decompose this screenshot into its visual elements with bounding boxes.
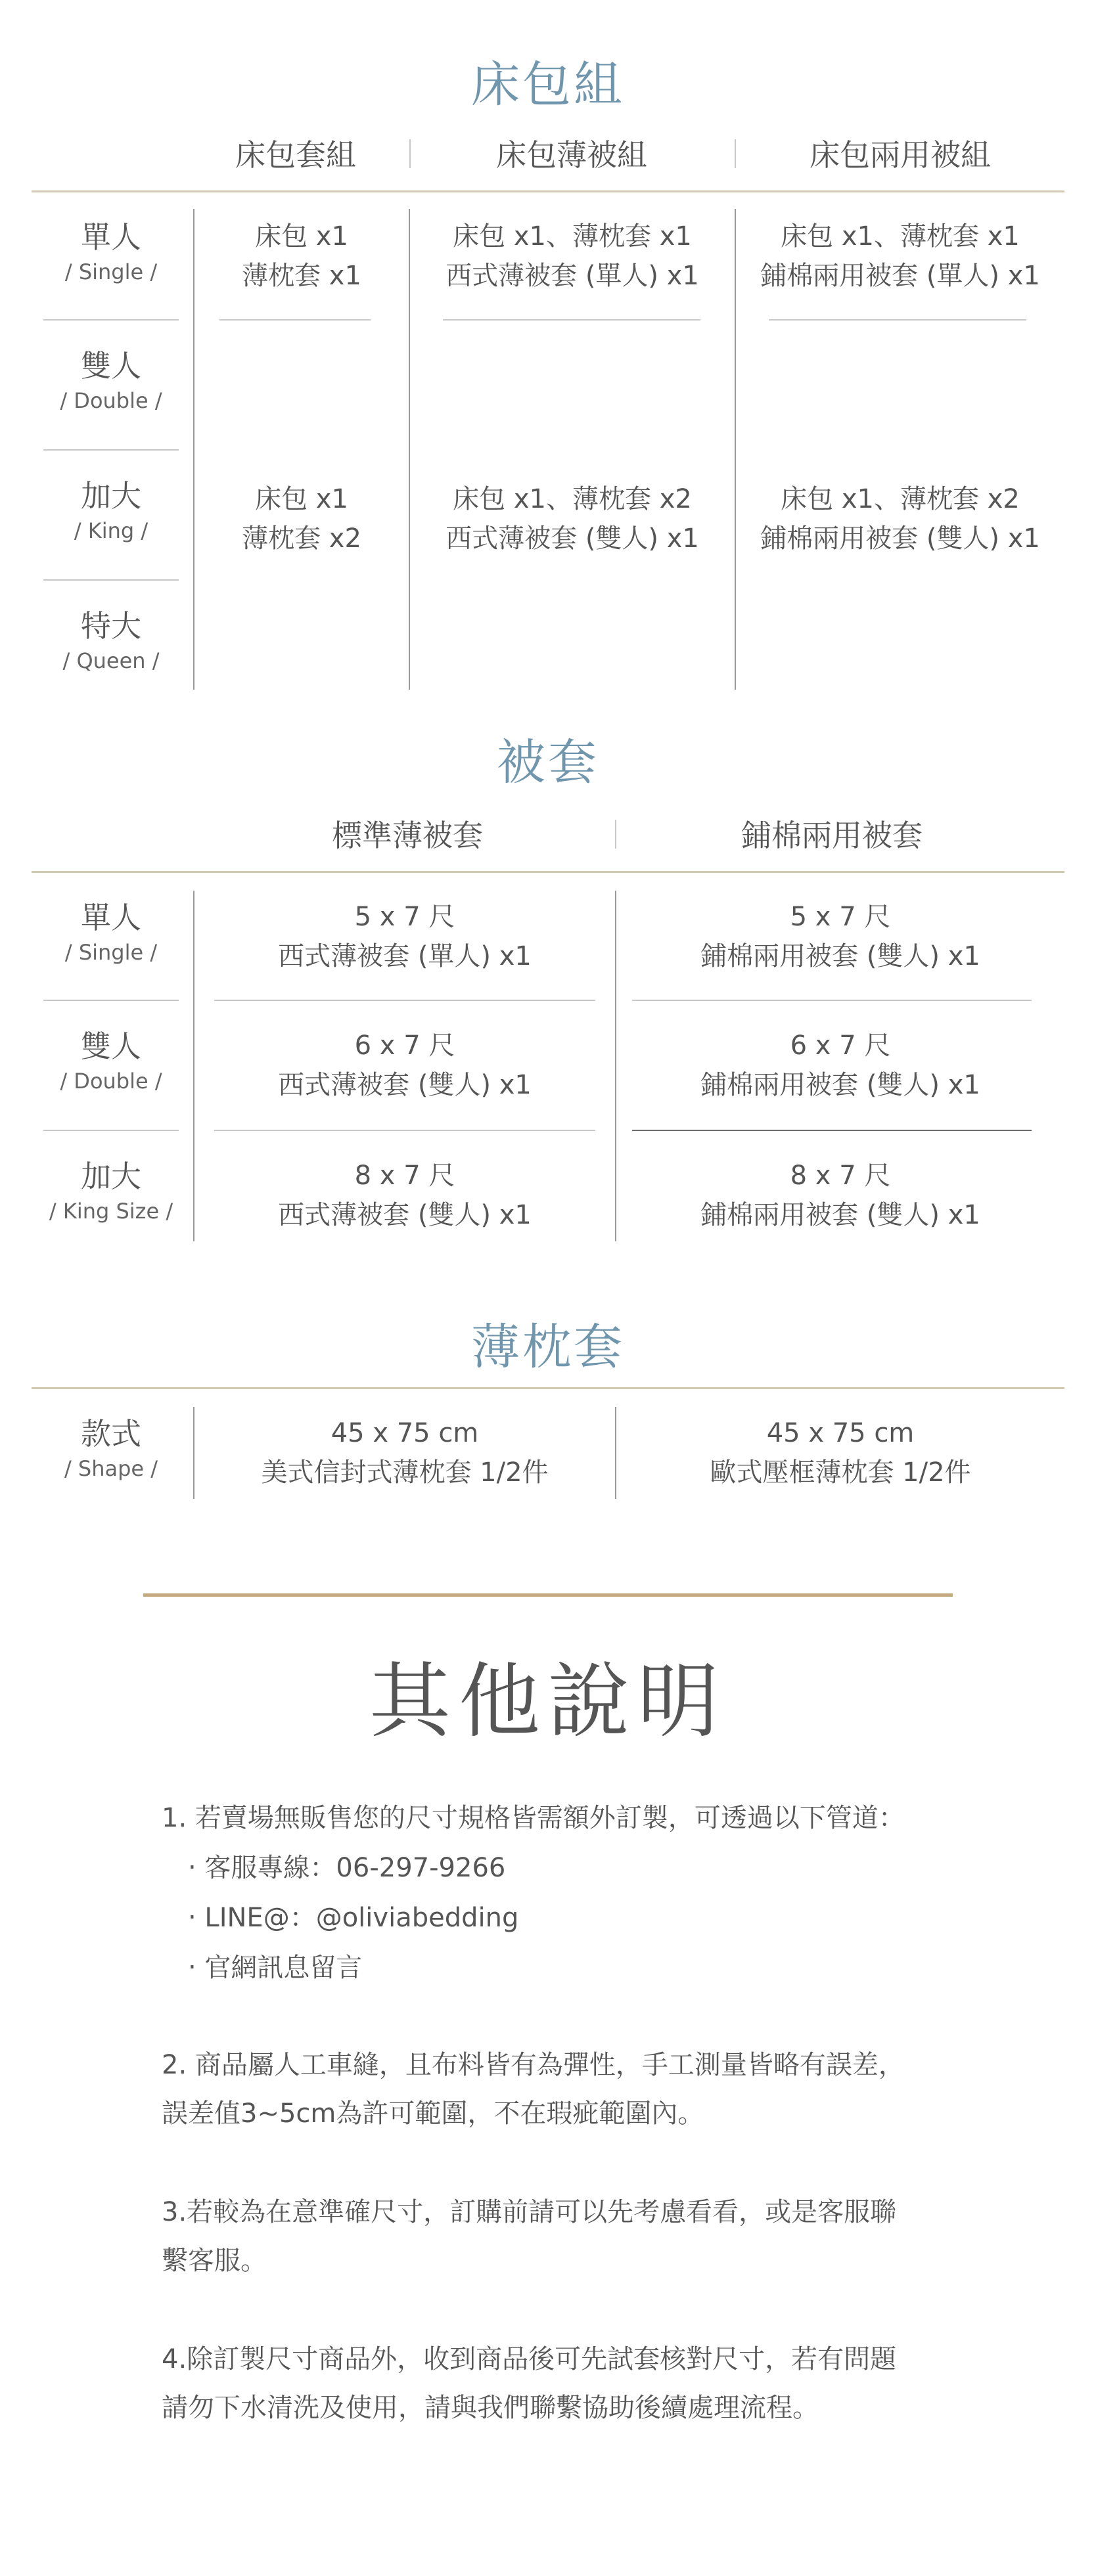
row-label-double: [43, 1026, 179, 1096]
cell-line: 床包 x1、薄枕套 x1: [781, 221, 1020, 252]
row-label-single: [43, 217, 179, 286]
row-label-en: / Queen /: [62, 648, 160, 673]
cell-line: 西式薄被套 (單人) x1: [278, 941, 532, 971]
cell-line: 45 x 75 cm: [331, 1418, 479, 1448]
thin-quilt-single: [194, 897, 615, 976]
header-rule: [32, 1387, 1064, 1389]
row-label-en: / Single /: [64, 259, 158, 284]
cell-line: 6 x 7 尺: [354, 1031, 455, 1061]
row-label-zh: 加大: [81, 478, 141, 514]
row-label-shape: [43, 1413, 179, 1483]
note-line: ‧ 客服專線：06-297-9266: [162, 1853, 506, 1883]
col-head-set: 床包套組: [235, 137, 356, 173]
row-label-zh: 單人: [81, 219, 141, 255]
header-rule: [32, 190, 1064, 192]
note-line: 請勿下水清洗及使用，請與我們聯繫協助後續處理流程。: [162, 2393, 819, 2423]
note-line: 4.除訂製尺寸商品外，收到商品後可先試套核對尺寸，若有問題: [162, 2344, 897, 2374]
cell-line: 鋪棉兩用被套 (雙人) x1: [700, 941, 980, 971]
row-divider: [43, 319, 179, 321]
thin-quilt-double: [194, 1026, 615, 1105]
row-label-en: / King Size /: [49, 1199, 173, 1224]
cell-line: 床包 x1、薄枕套 x1: [453, 221, 692, 252]
note-line: 誤差值3~5cm為許可範圍，不在瑕疵範圍內。: [162, 2099, 704, 2129]
thin-quilt-king: [194, 1156, 615, 1235]
pillow-american: [194, 1413, 615, 1492]
bed-set-small: [194, 217, 409, 296]
cell-line: 8 x 7 尺: [354, 1161, 455, 1191]
cell-line: 床包 x1、薄枕套 x2: [453, 484, 692, 514]
cell-line: 鋪棉兩用被套 (雙人) x1: [700, 1200, 980, 1230]
row-label-zh: 雙人: [81, 348, 141, 384]
cell-line: 45 x 75 cm: [766, 1418, 915, 1448]
row-label-zh: 單人: [81, 900, 141, 935]
cell-line: 歐式壓框薄枕套 1/2件: [710, 1457, 971, 1488]
row-label-double: [43, 345, 179, 415]
col-head-thin-quilt: 床包薄被組: [496, 137, 647, 173]
row-label-en: / King /: [74, 518, 148, 543]
pillow-european: [616, 1413, 1064, 1492]
cell-line: 床包 x1: [255, 484, 348, 514]
cell-line: 美式信封式薄枕套 1/2件: [261, 1457, 549, 1488]
dual-quilt-single: [616, 897, 1064, 976]
row-label-queen: [43, 606, 179, 675]
cell-line: 5 x 7 尺: [354, 902, 455, 932]
cell-divider: [443, 319, 700, 321]
note-line: 繫客服。: [162, 2246, 267, 2276]
col-head-thin: 標準薄被套: [332, 818, 483, 853]
column-divider: [409, 139, 411, 168]
cell-line: 床包 x1: [255, 221, 348, 252]
header-rule: [32, 871, 1064, 873]
row-label-zh: 雙人: [81, 1029, 141, 1064]
cell-divider: [632, 1130, 1032, 1131]
bed-thin-quilt-small: [410, 217, 735, 296]
notes-divider: [143, 1593, 953, 1597]
pillow-section-title: 薄枕套: [471, 1319, 625, 1375]
note-line: 3.若較為在意準確尺寸，訂購前請可以先考慮看看，或是客服聯: [162, 2197, 897, 2227]
cell-line: 5 x 7 尺: [790, 902, 891, 932]
cell-line: 薄枕套 x2: [242, 523, 361, 554]
cell-line: 西式薄被套 (雙人) x1: [278, 1070, 532, 1100]
row-label-en: / Single /: [64, 940, 158, 965]
bed-thin-quilt-large: [410, 479, 735, 558]
cell-divider: [769, 319, 1026, 321]
row-divider: [43, 1000, 179, 1001]
cell-line: 鋪棉兩用被套 (單人) x1: [760, 261, 1040, 291]
cell-divider: [219, 319, 371, 321]
row-label-zh: 加大: [81, 1159, 141, 1194]
quilt-section-title: 被套: [497, 734, 599, 791]
cell-line: 鋪棉兩用被套 (雙人) x1: [700, 1070, 980, 1100]
cell-line: 床包 x1、薄枕套 x2: [781, 484, 1020, 514]
row-label-zh: 特大: [81, 608, 141, 644]
row-divider: [43, 449, 179, 451]
column-divider: [735, 139, 736, 168]
cell-divider: [214, 1130, 595, 1131]
bed-dual-quilt-large: [736, 479, 1064, 558]
row-label-king-size: [33, 1156, 189, 1226]
column-divider: [615, 820, 616, 849]
row-divider: [43, 579, 179, 581]
note-line: 2. 商品屬人工車縫，且布料皆有為彈性，手工測量皆略有誤差，: [162, 2050, 905, 2080]
bed-set-large: [194, 479, 409, 558]
cell-line: 6 x 7 尺: [790, 1031, 891, 1061]
row-label-zh: 款式: [81, 1416, 141, 1452]
notes-title: 其他說明: [369, 1654, 727, 1749]
row-label-en: / Double /: [60, 388, 162, 413]
row-label-single: [43, 897, 179, 967]
note-line: ‧ 官網訊息留言: [162, 1953, 363, 1983]
cell-line: 鋪棉兩用被套 (雙人) x1: [760, 523, 1040, 554]
cell-line: 西式薄被套 (雙人) x1: [278, 1200, 532, 1230]
note-line: ‧ LINE@：@oliviabedding: [162, 1903, 519, 1933]
bed-section-title: 床包組: [471, 56, 625, 113]
cell-line: 薄枕套 x1: [242, 261, 361, 291]
row-label-en: / Shape /: [64, 1456, 158, 1481]
row-divider: [43, 1130, 179, 1131]
bed-dual-quilt-small: [736, 217, 1064, 296]
cell-line: 8 x 7 尺: [790, 1161, 891, 1191]
dual-quilt-double: [616, 1026, 1064, 1105]
dual-quilt-king: [616, 1156, 1064, 1235]
note-line: 1. 若賣場無販售您的尺寸規格皆需額外訂製，可透過以下管道：: [162, 1803, 905, 1833]
row-label-king: [43, 476, 179, 545]
col-head-dual-quilt: 床包兩用被組: [810, 137, 991, 173]
col-head-dual: 鋪棉兩用被套: [741, 818, 923, 853]
cell-line: 西式薄被套 (單人) x1: [445, 261, 699, 291]
row-label-en: / Double /: [60, 1069, 162, 1094]
cell-divider: [632, 1000, 1032, 1001]
cell-line: 西式薄被套 (雙人) x1: [445, 523, 699, 554]
cell-divider: [214, 1000, 595, 1001]
